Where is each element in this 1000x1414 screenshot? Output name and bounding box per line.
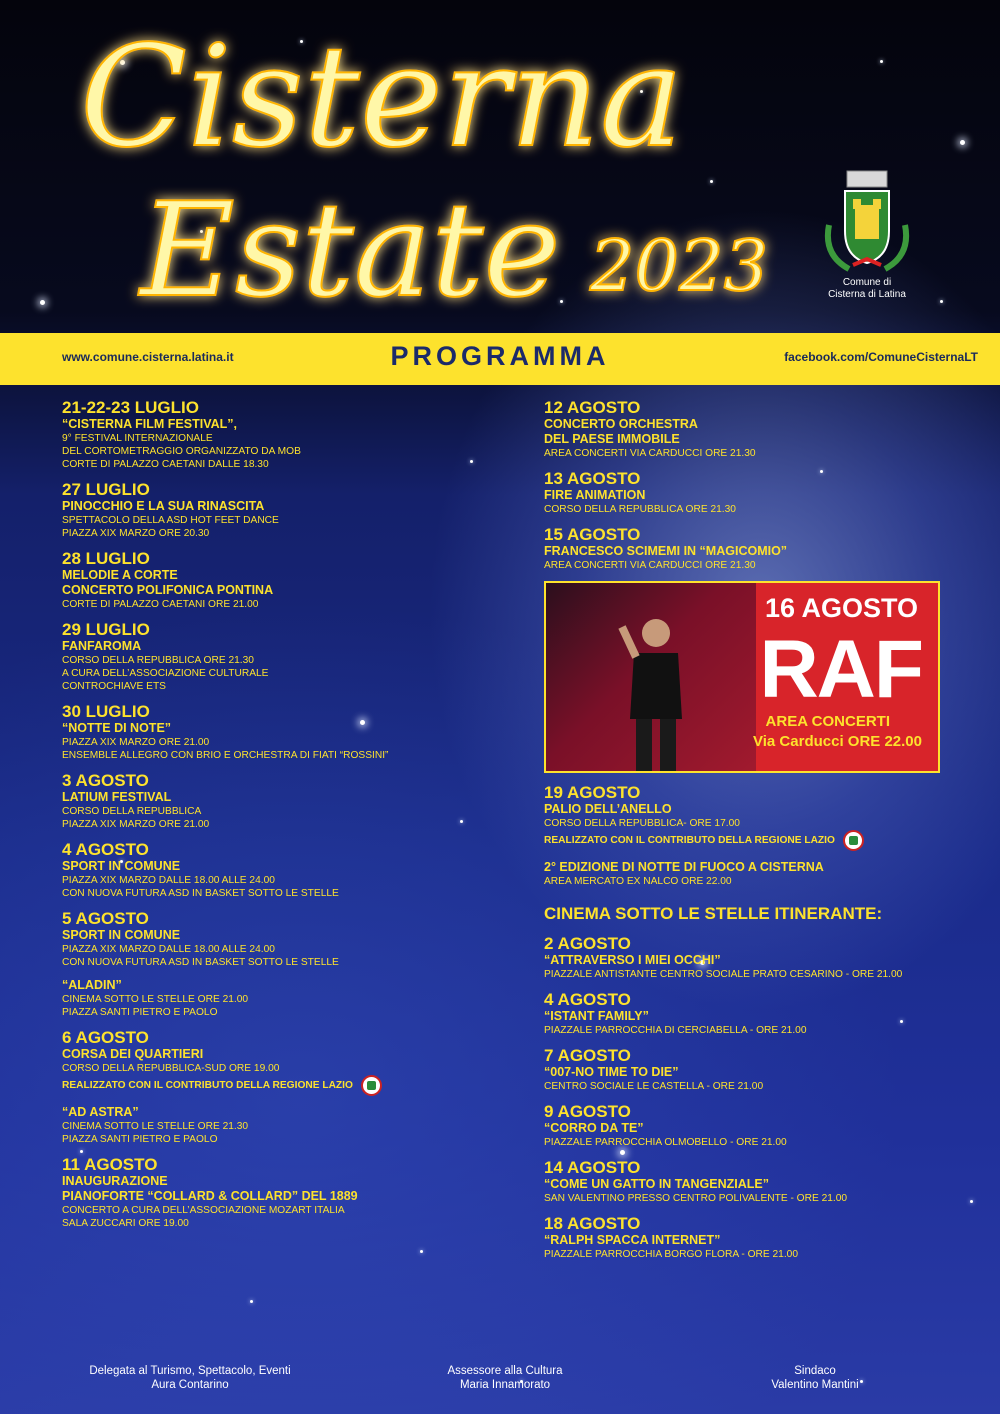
event-title: PINOCCHIO E LA SUA RINASCITA xyxy=(62,499,265,513)
event-title: “ATTRAVERSO I MIEI OCCHI” xyxy=(544,953,721,967)
event-title: PALIO DELL’ANELLO xyxy=(544,802,672,816)
event-detail: AREA CONCERTI VIA CARDUCCI ORE 21.30 xyxy=(544,448,756,459)
footer-signatures xyxy=(0,1364,1000,1404)
event-title: SPORT IN COMUNE xyxy=(62,859,181,873)
event-detail: PIAZZA XIX MARZO ORE 21.00 xyxy=(62,737,210,748)
event-item xyxy=(544,1158,974,1205)
event-item xyxy=(544,1214,974,1261)
event-detail: PIAZZA XIX MARZO ORE 20.30 xyxy=(62,528,210,539)
event-date: 21-22-23 LUGLIO xyxy=(62,398,199,417)
event-detail: CINEMA SOTTO LE STELLE ORE 21.00 xyxy=(62,994,249,1005)
star xyxy=(40,300,45,305)
event-date: 27 LUGLIO xyxy=(62,480,150,499)
singer-figure xyxy=(616,609,696,771)
event-detail: CORSO DELLA REPUBBLICA ORE 21.30 xyxy=(62,655,254,666)
right-events-mid xyxy=(544,783,974,888)
region-lazio-logo-icon xyxy=(361,1075,382,1096)
event-item xyxy=(62,771,492,831)
star xyxy=(960,140,965,145)
event-title: LATIUM FESTIVAL xyxy=(62,790,172,804)
event-date: 6 AGOSTO xyxy=(62,1028,149,1047)
funding-note xyxy=(544,830,974,851)
event-title: “CORRO DA TE” xyxy=(544,1121,644,1135)
event-detail: PIAZZA SANTI PIETRO E PAOLO xyxy=(62,1134,218,1145)
raf-name: RAF xyxy=(759,624,922,715)
event-detail: PIAZZA XIX MARZO ORE 21.00 xyxy=(62,819,210,830)
event-detail: PIAZZALE PARROCCHIA OLMOBELLO - ORE 21.00 xyxy=(544,1137,787,1148)
event-title: “NOTTE DI NOTE” xyxy=(62,721,172,735)
program-banner xyxy=(0,333,1000,385)
star xyxy=(940,300,943,303)
event-date: 14 AGOSTO xyxy=(544,1158,641,1177)
event-date: 12 AGOSTO xyxy=(544,398,641,417)
event-title: 2° EDIZIONE DI NOTTE DI FUOCO A CISTERNA xyxy=(544,860,824,874)
event-detail: PIAZZALE ANTISTANTE CENTRO SOCIALE PRATO CESARINO - ORE 21.00 xyxy=(544,969,903,980)
right-events-top xyxy=(544,398,974,572)
signature-role: Assessore alla Cultura xyxy=(447,1365,563,1377)
event-title: “COME UN GATTO IN TANGENZIALE” xyxy=(544,1177,769,1191)
event-item xyxy=(62,840,492,900)
raf-date: 16 AGOSTO xyxy=(764,593,918,623)
program-heading: PROGRAMMA xyxy=(390,341,610,371)
event-detail: PIAZZA SANTI PIETRO E PAOLO xyxy=(62,1007,218,1018)
event-title: “ALADIN” xyxy=(62,978,122,992)
event-detail: AREA CONCERTI VIA CARDUCCI ORE 21.30 xyxy=(544,560,756,571)
crest-icon xyxy=(819,165,915,275)
event-detail: CORTE DI PALAZZO CAETANI DALLE 18.30 xyxy=(62,459,269,470)
event-detail: CONTROCHIAVE ETS xyxy=(62,681,166,692)
cinema-events xyxy=(544,934,974,1261)
event-item xyxy=(544,1102,974,1149)
signature-person: Aura Contarino xyxy=(151,1379,229,1391)
event-title-cont: CONCERTO POLIFONICA PONTINA xyxy=(62,583,274,597)
event-date: 4 AGOSTO xyxy=(544,990,631,1009)
event-item xyxy=(62,1155,492,1230)
event-title: SPORT IN COMUNE xyxy=(62,928,181,942)
event-item xyxy=(62,549,492,611)
event-date: 29 LUGLIO xyxy=(62,620,150,639)
raf-street: Via Carducci ORE 22.00 xyxy=(753,733,922,750)
event-title: FANFAROMA xyxy=(62,639,142,653)
concert-photo xyxy=(546,583,756,771)
event-detail: CENTRO SOCIALE LE CASTELLA - ORE 21.00 xyxy=(544,1081,764,1092)
crest-caption-line2: Cisterna di Latina xyxy=(828,289,906,300)
event-title: “AD ASTRA” xyxy=(62,1105,139,1119)
event-detail: SPETTACOLO DELLA ASD HOT FEET DANCE xyxy=(62,515,279,526)
event-detail: CORSO DELLA REPUBBLICA- ORE 17.00 xyxy=(544,818,740,829)
event-date: 7 AGOSTO xyxy=(544,1046,631,1065)
event-detail: CON NUOVA FUTURA ASD IN BASKET SOTTO LE STELLE xyxy=(62,957,339,968)
funding-note-text: REALIZZATO CON IL CONTRIBUTO DELLA REGIONE LAZIO xyxy=(544,835,835,847)
event-detail: SAN VALENTINO PRESSO CENTRO POLIVALENTE - ORE 21.00 xyxy=(544,1193,848,1204)
event-item xyxy=(62,620,492,693)
region-lazio-logo-icon xyxy=(843,830,864,851)
event-detail: CORSO DELLA REPUBBLICA xyxy=(62,806,202,817)
event-item xyxy=(544,990,974,1037)
event-title-cont: PIANOFORTE “COLLARD & COLLARD” DEL 1889 xyxy=(62,1189,358,1203)
title-line1: Cisterna xyxy=(80,20,684,179)
event-item xyxy=(544,1046,974,1093)
event-date: 13 AGOSTO xyxy=(544,469,641,488)
star xyxy=(250,1300,253,1303)
event-title: MELODIE A CORTE xyxy=(62,568,178,582)
municipal-crest xyxy=(812,165,922,301)
event-detail: CORSO DELLA REPUBBLICA-SUD ORE 19.00 xyxy=(62,1063,280,1074)
event-title: “007-NO TIME TO DIE” xyxy=(544,1065,679,1079)
raf-place: AREA CONCERTI xyxy=(765,713,890,730)
event-date: 15 AGOSTO xyxy=(544,525,641,544)
star xyxy=(420,1250,423,1253)
event-item xyxy=(544,469,974,516)
event-date: 9 AGOSTO xyxy=(544,1102,631,1121)
event-detail: PIAZZALE PARROCCHIA BORGO FLORA - ORE 21.00 xyxy=(544,1249,798,1260)
event-title-cont: DEL PAESE IMMOBILE xyxy=(544,432,680,446)
event-title: “RALPH SPACCA INTERNET” xyxy=(544,1233,721,1247)
event-detail: PIAZZA XIX MARZO DALLE 18.00 ALLE 24.00 xyxy=(62,875,275,886)
event-title: “ISTANT FAMILY” xyxy=(544,1009,649,1023)
event-detail: CONCERTO A CURA DELL’ASSOCIAZIONE MOZART ITALIA xyxy=(62,1205,345,1216)
event-date: 11 AGOSTO xyxy=(62,1155,158,1174)
event-item xyxy=(544,398,974,460)
event-item xyxy=(544,525,974,572)
right-event-column xyxy=(544,398,974,1270)
facebook-link[interactable]: facebook.com/ComuneCisternaLT xyxy=(784,350,978,364)
event-title: “CISTERNA FILM FESTIVAL”, xyxy=(62,417,237,431)
signature-role: Sindaco xyxy=(794,1365,836,1377)
event-date: 4 AGOSTO xyxy=(62,840,149,859)
crest-caption xyxy=(812,277,922,301)
event-item xyxy=(62,909,492,969)
cinema-heading: CINEMA SOTTO LE STELLE ITINERANTE: xyxy=(544,904,883,923)
signature-role: Delegata al Turismo, Spettacolo, Eventi xyxy=(89,1365,291,1377)
event-item xyxy=(544,860,974,888)
title-year: 2023 xyxy=(590,225,769,307)
event-detail: ENSEMBLE ALLEGRO CON BRIO E ORCHESTRA DI FIATI “ROSSINI” xyxy=(62,750,389,761)
event-detail: AREA MERCATO EX NALCO ORE 22.00 xyxy=(544,876,732,887)
event-title: FRANCESCO SCIMEMI IN “MAGICOMIO” xyxy=(544,544,788,558)
event-item xyxy=(544,934,974,981)
event-date: 3 AGOSTO xyxy=(62,771,149,790)
funding-note-text: REALIZZATO CON IL CONTRIBUTO DELLA REGIONE LAZIO xyxy=(62,1080,353,1092)
event-date: 19 AGOSTO xyxy=(544,783,641,802)
event-date: 18 AGOSTO xyxy=(544,1214,641,1233)
event-detail: CINEMA SOTTO LE STELLE ORE 21.30 xyxy=(62,1121,249,1132)
event-date: 5 AGOSTO xyxy=(62,909,149,928)
event-detail: 9° FESTIVAL INTERNAZIONALE xyxy=(62,433,213,444)
event-detail: CORTE DI PALAZZO CAETANI ORE 21.00 xyxy=(62,599,259,610)
event-title: CONCERTO ORCHESTRA xyxy=(544,417,698,431)
signature-block xyxy=(355,1364,655,1392)
event-date: 28 LUGLIO xyxy=(62,549,150,568)
signature-block xyxy=(40,1364,340,1392)
event-item xyxy=(62,398,492,471)
website-link[interactable]: www.comune.cisterna.latina.it xyxy=(62,350,234,364)
event-detail: CORSO DELLA REPUBBLICA ORE 21.30 xyxy=(544,504,736,515)
left-event-column xyxy=(62,398,492,1239)
event-item xyxy=(62,978,492,1019)
event-item xyxy=(62,480,492,540)
event-title: FIRE ANIMATION xyxy=(544,488,646,502)
signature-person: Valentino Mantini xyxy=(771,1379,859,1391)
event-detail: SALA ZUCCARI ORE 19.00 xyxy=(62,1218,189,1229)
event-item xyxy=(544,783,974,851)
event-item xyxy=(62,1028,492,1096)
crest-caption-line1: Comune di xyxy=(842,277,892,288)
star xyxy=(880,60,883,63)
event-title: CORSA DEI QUARTIERI xyxy=(62,1047,204,1061)
event-detail: A CURA DELL’ASSOCIAZIONE CULTURALE xyxy=(62,668,269,679)
event-date: 2 AGOSTO xyxy=(544,934,631,953)
event-detail: PIAZZA XIX MARZO DALLE 18.00 ALLE 24.00 xyxy=(62,944,275,955)
signature-person: Maria Innamorato xyxy=(459,1379,551,1391)
event-detail: PIAZZALE PARROCCHIA DI CERCIABELLA - ORE 21.00 xyxy=(544,1025,807,1036)
funding-note xyxy=(62,1075,492,1096)
title-lettering xyxy=(50,20,810,320)
signature-block xyxy=(665,1364,965,1392)
event-item xyxy=(62,702,492,762)
raf-concert-card xyxy=(544,581,940,773)
title-line2: Estate xyxy=(140,174,561,320)
event-date: 30 LUGLIO xyxy=(62,702,150,721)
event-title: INAUGURAZIONE xyxy=(62,1174,168,1188)
event-detail: CON NUOVA FUTURA ASD IN BASKET SOTTO LE STELLE xyxy=(62,888,339,899)
event-item xyxy=(62,1105,492,1146)
event-detail: DEL CORTOMETRAGGIO ORGANIZZATO DA MOB xyxy=(62,446,301,457)
